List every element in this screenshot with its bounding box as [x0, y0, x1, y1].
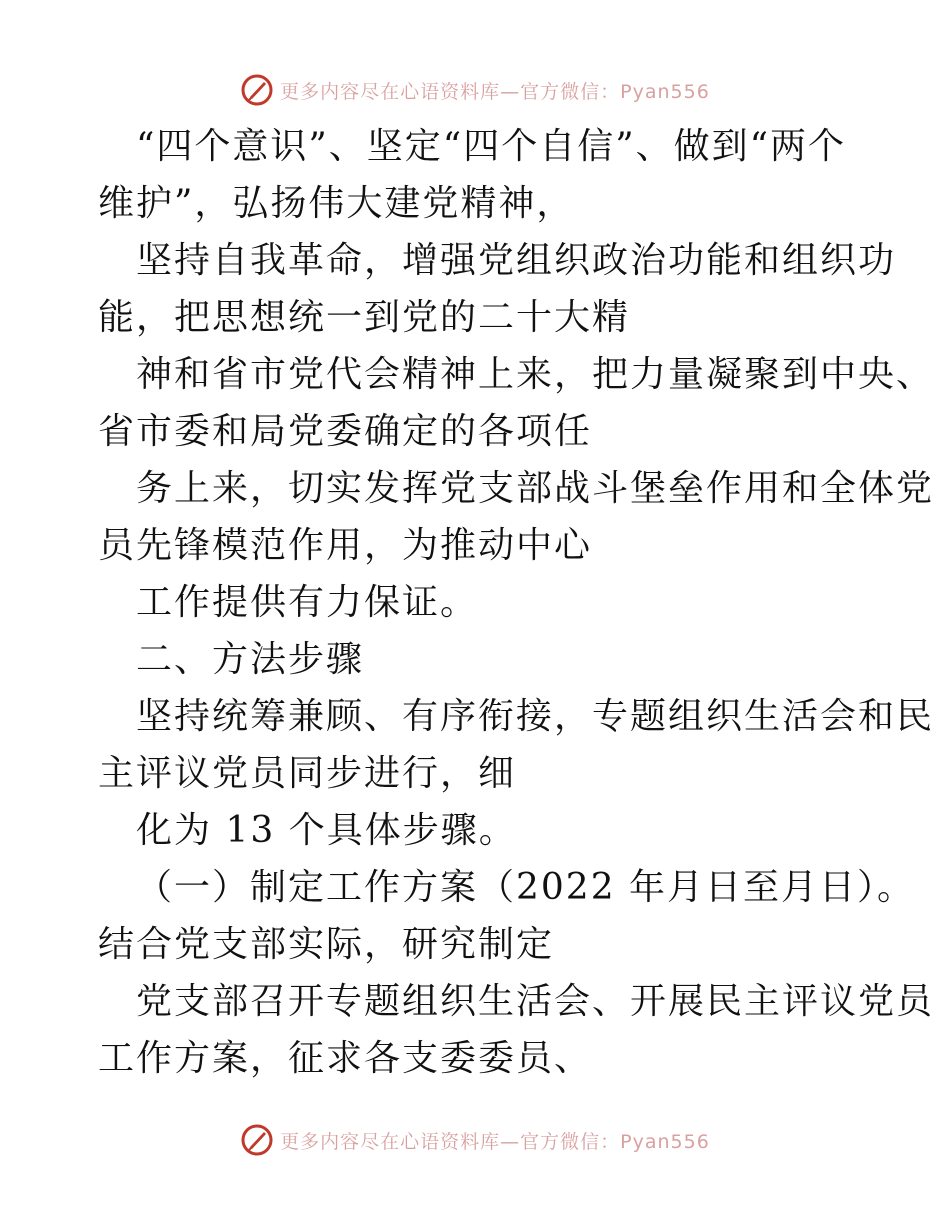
text-line: 神和省市党代会精神上来，把力量凝聚到中央、 — [136, 354, 935, 395]
watermark-text: 更多内容尽在心语资料库—官方微信：Pyan556 — [280, 1130, 710, 1153]
text-line: 省市委和局党委确定的各项任 — [98, 411, 593, 452]
text-line: 二、方法步骤 — [136, 639, 365, 680]
text-line: “四个意识”、坚定“四个自信”、做到“两个 — [136, 126, 847, 167]
text-line: 工作方案，征求各支委委员、 — [98, 1038, 593, 1079]
text-line: 主评议党员同步进行，细 — [98, 753, 517, 794]
text-line: 能，把思想统一到党的二十大精 — [98, 297, 631, 338]
quill-logo-icon — [240, 1123, 274, 1157]
text-line: 化为 13 个具体步骤。 — [136, 810, 517, 851]
text-line: 结合党支部实际，研究制定 — [98, 924, 555, 965]
text-line: 党支部召开专题组织生活会、开展民主评议党员 — [136, 981, 935, 1022]
text-line: 工作提供有力保证。 — [136, 582, 479, 623]
watermark-text: 更多内容尽在心语资料库—官方微信：Pyan556 — [280, 80, 710, 103]
text-line: 员先锋模范作用，为推动中心 — [98, 525, 593, 566]
document-body — [98, 118, 935, 1087]
text-line: 维护”，弘扬伟大建党精神， — [98, 183, 575, 224]
footer-watermark — [0, 1120, 950, 1160]
text-line: 坚持统筹兼顾、有序衔接，专题组织生活会和民 — [136, 696, 935, 737]
text-line: （一）制定工作方案（2022 年月日至月日）。 — [136, 867, 916, 908]
header-watermark — [0, 70, 950, 110]
text-line: 务上来，切实发挥党支部战斗堡垒作用和全体党 — [136, 468, 935, 509]
text-line: 坚持自我革命，增强党组织政治功能和组织功 — [136, 240, 897, 281]
quill-logo-icon — [240, 73, 274, 107]
